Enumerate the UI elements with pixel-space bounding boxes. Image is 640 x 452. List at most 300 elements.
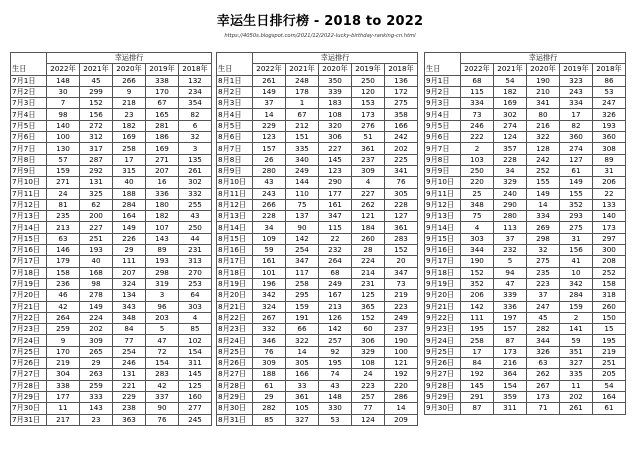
date-cell: 8月1日 — [217, 75, 253, 86]
date-cell: 8月15日 — [217, 233, 253, 244]
date-cell: 8月14日 — [217, 222, 253, 233]
rank-cell: 177 — [319, 188, 352, 199]
rank-cell: 298 — [146, 267, 179, 278]
date-cell: 7月4日 — [11, 109, 47, 120]
header-year: 2018年 — [385, 64, 418, 75]
rank-cell: 75 — [286, 199, 319, 210]
rank-cell: 249 — [286, 165, 319, 176]
rank-cell: 343 — [113, 301, 146, 312]
table-row — [425, 301, 626, 312]
table-row — [217, 86, 418, 97]
rank-cell: 254 — [113, 346, 146, 357]
rank-cell: 145 — [461, 380, 494, 391]
rank-cell: 107 — [146, 222, 179, 233]
table-row — [217, 380, 418, 391]
rank-cell: 61 — [560, 165, 593, 176]
rank-cell: 332 — [179, 188, 212, 199]
rank-cell: 275 — [385, 98, 418, 109]
table-row — [425, 143, 626, 154]
date-cell: 7月13日 — [11, 211, 47, 222]
date-cell: 8月13日 — [217, 211, 253, 222]
rank-cell: 207 — [113, 267, 146, 278]
rank-cell: 43 — [179, 211, 212, 222]
date-cell: 8月2日 — [217, 86, 253, 97]
rank-cell: 272 — [80, 120, 113, 131]
rank-cell: 29 — [253, 391, 286, 402]
table-row — [425, 391, 626, 402]
rank-cell: 293 — [560, 211, 593, 222]
rank-cell: 238 — [113, 403, 146, 414]
table-row — [217, 324, 418, 335]
rank-cell: 218 — [113, 98, 146, 109]
rank-cell: 63 — [527, 358, 560, 369]
date-cell: 9月1日 — [425, 75, 461, 86]
rank-cell: 248 — [286, 75, 319, 86]
rank-cell: 64 — [179, 290, 212, 301]
date-cell: 7月31日 — [11, 414, 47, 425]
rank-cell: 245 — [179, 414, 212, 425]
rank-cell: 234 — [179, 86, 212, 97]
rank-cell: 23 — [80, 414, 113, 425]
date-cell: 8月4日 — [217, 109, 253, 120]
rank-cell: 40 — [113, 177, 146, 188]
table-row — [425, 380, 626, 391]
rank-cell: 341 — [527, 98, 560, 109]
rank-cell: 264 — [47, 312, 80, 323]
rank-cell: 150 — [593, 312, 626, 323]
rank-cell: 192 — [461, 369, 494, 380]
date-cell: 7月1日 — [11, 75, 47, 86]
rank-cell: 169 — [494, 98, 527, 109]
table-row — [11, 245, 212, 256]
rank-cell: 260 — [593, 301, 626, 312]
rank-cell: 128 — [527, 143, 560, 154]
date-cell: 7月12日 — [11, 199, 47, 210]
table-row — [217, 132, 418, 143]
table-row — [11, 414, 212, 425]
rank-cell: 155 — [560, 188, 593, 199]
rank-cell: 361 — [286, 391, 319, 402]
rank-cell: 327 — [286, 414, 319, 425]
rank-cell: 274 — [560, 143, 593, 154]
rank-cell: 100 — [385, 346, 418, 357]
date-cell: 7月8日 — [11, 154, 47, 165]
date-cell: 8月6日 — [217, 132, 253, 143]
rank-cell: 280 — [494, 211, 527, 222]
rank-cell: 87 — [494, 335, 527, 346]
rank-cell: 220 — [385, 380, 418, 391]
rank-cell: 202 — [80, 324, 113, 335]
rank-cell: 242 — [385, 132, 418, 143]
table-row — [217, 358, 418, 369]
rank-cell: 173 — [527, 391, 560, 402]
rank-cell: 160 — [179, 391, 212, 402]
rank-cell: 127 — [560, 154, 593, 165]
date-cell: 8月22日 — [217, 312, 253, 323]
table-row — [217, 98, 418, 109]
rank-cell: 352 — [461, 278, 494, 289]
rank-cell: 111 — [113, 256, 146, 267]
rank-cell: 142 — [286, 233, 319, 244]
table-row — [217, 245, 418, 256]
table-row — [217, 301, 418, 312]
rank-cell: 217 — [47, 414, 80, 425]
rank-cell: 5 — [146, 324, 179, 335]
date-cell: 9月4日 — [425, 109, 461, 120]
source-url[interactable]: https://4050s.blogspot.com/2021/12/2022-lucky-birthday-ranking-cn.html — [224, 33, 416, 39]
date-cell: 7月15日 — [11, 233, 47, 244]
table-row — [11, 75, 212, 86]
rank-cell: 152 — [80, 98, 113, 109]
rank-cell: 90 — [286, 222, 319, 233]
rank-cell: 308 — [593, 143, 626, 154]
rank-cell: 29 — [80, 358, 113, 369]
table-row — [425, 177, 626, 188]
rank-cell: 2 — [560, 312, 593, 323]
rank-cell: 186 — [146, 132, 179, 143]
rank-cell: 358 — [385, 109, 418, 120]
rank-cell: 190 — [385, 335, 418, 346]
rank-cell: 246 — [113, 358, 146, 369]
rank-cell: 173 — [494, 346, 527, 357]
rank-cell: 164 — [113, 211, 146, 222]
date-cell: 9月15日 — [425, 233, 461, 244]
table-row — [11, 346, 212, 357]
rank-cell: 322 — [527, 132, 560, 143]
rank-cell: 180 — [146, 199, 179, 210]
rank-cell: 361 — [385, 222, 418, 233]
header-row — [11, 64, 212, 75]
rank-cell: 77 — [113, 335, 146, 346]
rank-cell: 221 — [113, 380, 146, 391]
rank-cell: 223 — [527, 278, 560, 289]
rank-cell: 47 — [146, 335, 179, 346]
date-cell: 8月5日 — [217, 120, 253, 131]
header-date: 生日 — [11, 64, 47, 75]
rank-cell: 228 — [385, 199, 418, 210]
date-cell: 8月31日 — [217, 414, 253, 425]
date-cell: 7月25日 — [11, 346, 47, 357]
rank-cell: 156 — [80, 109, 113, 120]
rank-cell: 282 — [253, 403, 286, 414]
rank-cell: 216 — [494, 358, 527, 369]
rank-cell: 30 — [47, 86, 80, 97]
rank-cell: 182 — [146, 211, 179, 222]
rank-cell: 84 — [461, 358, 494, 369]
rank-cell: 311 — [494, 403, 527, 414]
rank-cell: 135 — [179, 154, 212, 165]
rank-cell: 136 — [385, 75, 418, 86]
rank-cell: 324 — [253, 301, 286, 312]
date-cell: 8月18日 — [217, 267, 253, 278]
rank-cell: 299 — [80, 86, 113, 97]
rank-cell: 364 — [494, 369, 527, 380]
rank-cell: 271 — [146, 154, 179, 165]
table-row — [217, 403, 418, 414]
rank-cell: 85 — [253, 414, 286, 425]
rank-cell: 335 — [286, 143, 319, 154]
rank-cell: 210 — [527, 86, 560, 97]
date-cell: 9月12日 — [425, 199, 461, 210]
rank-cell: 43 — [319, 380, 352, 391]
table-row — [11, 199, 212, 210]
rank-cell: 344 — [527, 335, 560, 346]
rank-cell: 188 — [253, 369, 286, 380]
rank-cell: 336 — [494, 301, 527, 312]
date-cell: 8月19日 — [217, 278, 253, 289]
rank-cell: 125 — [352, 290, 385, 301]
rank-cell: 115 — [461, 86, 494, 97]
rank-cell: 246 — [461, 120, 494, 131]
rank-cell: 309 — [352, 165, 385, 176]
table-row — [425, 86, 626, 97]
rank-cell: 42 — [146, 380, 179, 391]
date-cell: 8月7日 — [217, 143, 253, 154]
rank-cell: 229 — [253, 120, 286, 131]
table-row — [217, 109, 418, 120]
rank-cell: 133 — [593, 199, 626, 210]
rank-cell: 315 — [113, 165, 146, 176]
date-cell: 9月27日 — [425, 369, 461, 380]
rank-cell: 143 — [146, 233, 179, 244]
rank-cell: 347 — [286, 256, 319, 267]
rank-cell: 120 — [352, 86, 385, 97]
table-row — [425, 211, 626, 222]
header-corner — [217, 53, 253, 64]
rank-cell: 278 — [80, 290, 113, 301]
rank-cell: 148 — [47, 75, 80, 86]
table-row — [425, 222, 626, 233]
rank-cell: 250 — [179, 222, 212, 233]
rank-cell: 360 — [560, 132, 593, 143]
date-cell: 7月29日 — [11, 391, 47, 402]
rank-cell: 145 — [179, 369, 212, 380]
rank-cell: 258 — [286, 278, 319, 289]
rank-cell: 223 — [385, 301, 418, 312]
rank-cell: 158 — [593, 278, 626, 289]
date-cell: 9月9日 — [425, 165, 461, 176]
rank-cell: 82 — [179, 109, 212, 120]
table-row — [217, 120, 418, 131]
date-cell: 9月2日 — [425, 86, 461, 97]
header-year: 2018年 — [179, 64, 212, 75]
rank-cell: 340 — [286, 154, 319, 165]
table-row — [425, 403, 626, 414]
table-row — [425, 98, 626, 109]
date-cell: 8月17日 — [217, 256, 253, 267]
rank-cell: 337 — [146, 391, 179, 402]
date-cell: 9月24日 — [425, 335, 461, 346]
rank-cell: 143 — [80, 403, 113, 414]
header-year: 2022年 — [253, 64, 286, 75]
rank-cell: 242 — [527, 154, 560, 165]
rank-cell: 17 — [560, 109, 593, 120]
rank-cell: 149 — [253, 86, 286, 97]
table-row — [217, 177, 418, 188]
rank-cell: 253 — [179, 278, 212, 289]
table-row — [11, 188, 212, 199]
rank-cell: 29 — [113, 245, 146, 256]
rank-cell: 324 — [113, 278, 146, 289]
date-cell: 8月16日 — [217, 245, 253, 256]
rank-cell: 237 — [385, 324, 418, 335]
rank-cell: 250 — [461, 165, 494, 176]
rank-cell: 127 — [385, 211, 418, 222]
rank-cell: 151 — [286, 132, 319, 143]
rank-cell: 10 — [560, 267, 593, 278]
rank-cell: 183 — [319, 98, 352, 109]
table-row — [11, 132, 212, 143]
table-row — [11, 233, 212, 244]
rank-cell: 202 — [560, 391, 593, 402]
rank-cell: 3 — [179, 143, 212, 154]
rank-cell: 9 — [113, 86, 146, 97]
rank-cell: 264 — [319, 256, 352, 267]
rank-cell: 177 — [47, 391, 80, 402]
rank-cell: 247 — [527, 301, 560, 312]
rank-cell: 339 — [494, 290, 527, 301]
rank-cell: 240 — [494, 188, 527, 199]
rank-cell: 323 — [560, 75, 593, 86]
table-row — [425, 154, 626, 165]
rank-cell: 348 — [113, 312, 146, 323]
rank-cell: 347 — [385, 267, 418, 278]
rank-cell: 86 — [593, 75, 626, 86]
rank-cell: 265 — [80, 346, 113, 357]
rank-cell: 227 — [319, 143, 352, 154]
table-row — [217, 211, 418, 222]
rank-cell: 287 — [80, 154, 113, 165]
date-cell: 9月5日 — [425, 120, 461, 131]
rank-cell: 325 — [80, 188, 113, 199]
rank-cell: 61 — [253, 380, 286, 391]
rank-cell: 68 — [461, 75, 494, 86]
date-cell: 8月28日 — [217, 380, 253, 391]
header-group: 幸运排行 — [461, 53, 626, 64]
rank-cell: 252 — [593, 267, 626, 278]
date-cell: 9月30日 — [425, 403, 461, 414]
rank-cell: 200 — [80, 211, 113, 222]
rank-cell: 229 — [113, 391, 146, 402]
rank-cell: 53 — [319, 414, 352, 425]
date-cell: 9月26日 — [425, 358, 461, 369]
rank-cell: 87 — [461, 403, 494, 414]
rank-cell: 195 — [319, 358, 352, 369]
rank-cell: 300 — [593, 245, 626, 256]
header-year: 2020年 — [527, 64, 560, 75]
rank-cell: 292 — [80, 165, 113, 176]
table-row — [217, 312, 418, 323]
rank-cell: 342 — [253, 290, 286, 301]
table-row — [217, 369, 418, 380]
rank-cell: 228 — [253, 211, 286, 222]
table-row — [217, 256, 418, 267]
header-corner — [11, 53, 47, 64]
rank-cell: 277 — [179, 403, 212, 414]
rank-cell: 192 — [385, 369, 418, 380]
rank-cell: 80 — [527, 109, 560, 120]
rank-cell: 4 — [352, 177, 385, 188]
date-cell: 9月22日 — [425, 312, 461, 323]
rank-cell: 130 — [47, 143, 80, 154]
rank-cell: 40 — [80, 256, 113, 267]
date-cell: 7月19日 — [11, 278, 47, 289]
rank-cell: 359 — [494, 391, 527, 402]
rank-cell: 281 — [146, 120, 179, 131]
rank-cell: 338 — [47, 380, 80, 391]
rank-cell: 214 — [352, 267, 385, 278]
date-cell: 7月18日 — [11, 267, 47, 278]
date-cell: 9月19日 — [425, 278, 461, 289]
rank-cell: 274 — [494, 120, 527, 131]
table-row — [11, 120, 212, 131]
rank-cell: 7 — [47, 98, 80, 109]
ranking-table-1 — [10, 52, 212, 426]
rank-cell: 354 — [179, 98, 212, 109]
rank-cell: 159 — [47, 165, 80, 176]
rank-cell: 111 — [461, 312, 494, 323]
rank-cell: 243 — [560, 86, 593, 97]
date-cell: 7月26日 — [11, 358, 47, 369]
rank-cell: 275 — [527, 256, 560, 267]
rank-cell: 259 — [47, 324, 80, 335]
rank-cell: 96 — [146, 301, 179, 312]
rank-cell: 24 — [352, 369, 385, 380]
rank-cell: 166 — [286, 369, 319, 380]
rank-cell: 73 — [461, 109, 494, 120]
date-cell: 8月24日 — [217, 335, 253, 346]
rank-cell: 213 — [47, 222, 80, 233]
rank-cell: 303 — [179, 301, 212, 312]
table-row — [11, 86, 212, 97]
rank-cell: 257 — [352, 391, 385, 402]
rank-cell: 249 — [385, 312, 418, 323]
rank-cell: 298 — [527, 233, 560, 244]
date-cell: 9月14日 — [425, 222, 461, 233]
rank-cell: 297 — [593, 233, 626, 244]
rank-cell: 59 — [253, 245, 286, 256]
rank-cell: 190 — [527, 75, 560, 86]
table-row — [217, 188, 418, 199]
rank-cell: 25 — [461, 188, 494, 199]
rank-cell: 153 — [352, 98, 385, 109]
rank-cell: 152 — [461, 267, 494, 278]
rank-cell: 173 — [593, 222, 626, 233]
rank-cell: 43 — [253, 177, 286, 188]
rank-cell: 282 — [527, 324, 560, 335]
rank-cell: 75 — [461, 211, 494, 222]
rank-cell: 142 — [319, 324, 352, 335]
rank-cell: 102 — [179, 335, 212, 346]
rank-cell: 284 — [560, 290, 593, 301]
rank-cell: 327 — [560, 358, 593, 369]
rank-cell: 227 — [80, 222, 113, 233]
date-cell: 7月5日 — [11, 120, 47, 131]
rank-cell: 261 — [253, 75, 286, 86]
rank-cell: 208 — [593, 256, 626, 267]
header-row — [217, 64, 418, 75]
rank-cell: 312 — [80, 132, 113, 143]
rank-cell: 117 — [286, 267, 319, 278]
rank-cell: 161 — [253, 256, 286, 267]
header-year: 2021年 — [494, 64, 527, 75]
rank-cell: 251 — [593, 358, 626, 369]
rank-cell: 249 — [319, 278, 352, 289]
table-row — [11, 290, 212, 301]
table-row — [425, 369, 626, 380]
rank-cell: 94 — [494, 267, 527, 278]
rank-cell: 154 — [494, 380, 527, 391]
